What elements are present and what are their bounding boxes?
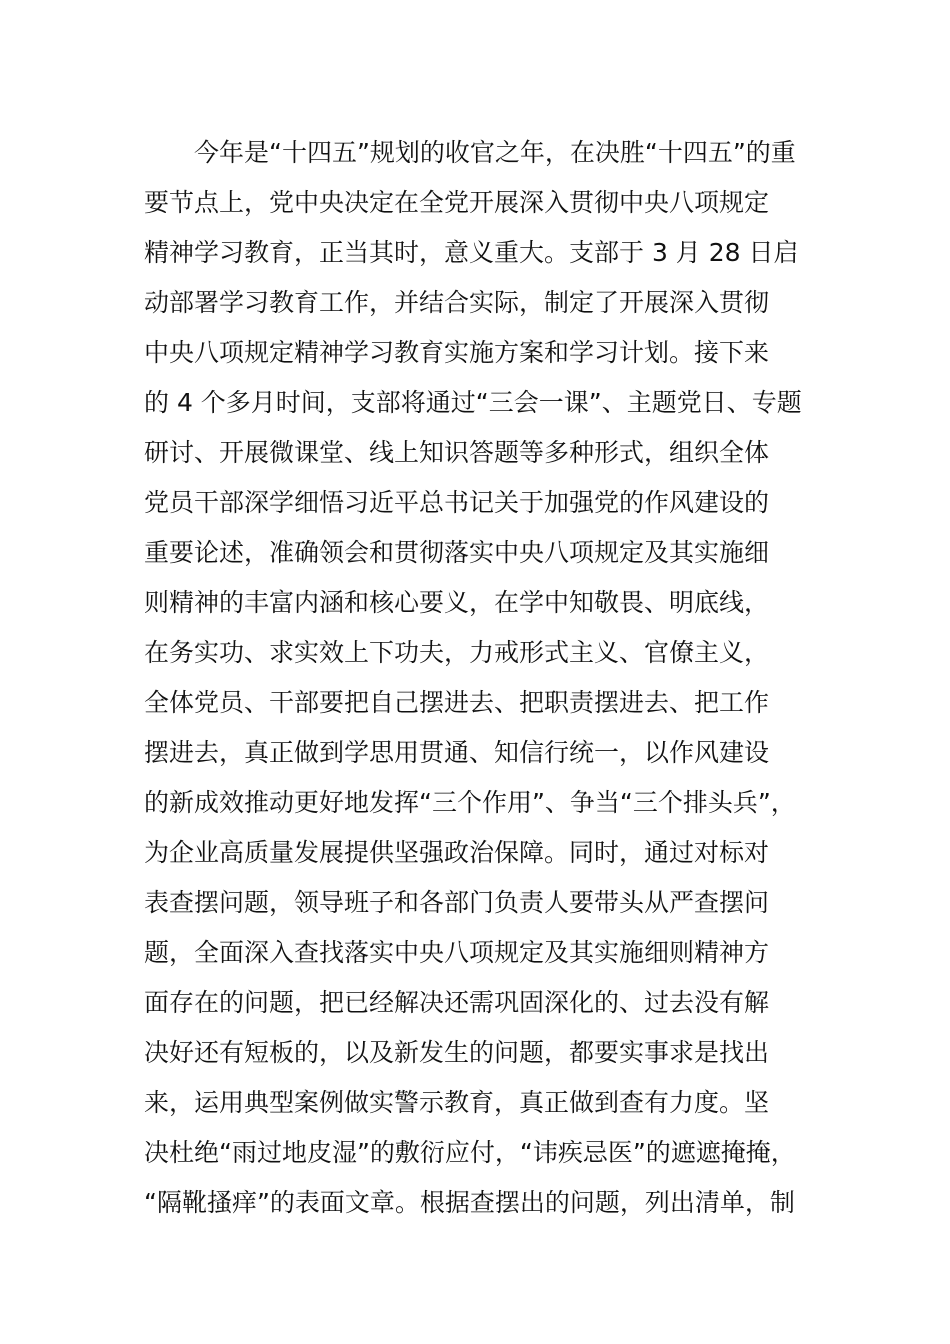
paragraph-line: 中央八项规定精神学习教育实施方案和学习计划。接下来 — [144, 338, 770, 367]
paragraph-line: 则精神的丰富内涵和核心要义，在学中知敬畏、明底线， — [144, 588, 770, 617]
body-paragraph — [144, 128, 824, 1228]
paragraph-line: 为企业高质量发展提供坚强政治保障。同时，通过对标对 — [144, 838, 770, 867]
paragraph-line: 今年是“十四五”规划的收官之年，在决胜“十四五”的重 — [194, 138, 796, 167]
paragraph-line: 在务实功、求实效上下功夫，力戒形式主义、官僚主义， — [144, 638, 770, 667]
paragraph-line: 全体党员、干部要把自己摆进去、把职责摆进去、把工作 — [144, 688, 770, 717]
paragraph-line: 决好还有短板的，以及新发生的问题，都要实事求是找出 — [144, 1038, 770, 1067]
paragraph-line: 党员干部深学细悟习近平总书记关于加强党的作风建设的 — [144, 488, 770, 517]
paragraph-line: “隔靴搔痒”的表面文章。根据查摆出的问题，列出清单，制 — [144, 1188, 795, 1217]
paragraph-line: 摆进去，真正做到学思用贯通、知信行统一，以作风建设 — [144, 738, 770, 767]
paragraph-line: 的新成效推动更好地发挥“三个作用”、争当“三个排头兵”， — [144, 788, 796, 817]
paragraph-line: 来，运用典型案例做实警示教育，真正做到查有力度。坚 — [144, 1088, 770, 1117]
paragraph-line: 研讨、开展微课堂、线上知识答题等多种形式，组织全体 — [144, 438, 770, 467]
paragraph-line: 的 4 个多月时间，支部将通过“三会一课”、主题党日、专题 — [144, 388, 802, 417]
paragraph-line: 面存在的问题，把已经解决还需巩固深化的、过去没有解 — [144, 988, 770, 1017]
paragraph-line: 表查摆问题，领导班子和各部门负责人要带头从严查摆问 — [144, 888, 770, 917]
paragraph-line: 重要论述，准确领会和贯彻落实中央八项规定及其实施细 — [144, 538, 770, 567]
paragraph-line: 动部署学习教育工作，并结合实际，制定了开展深入贯彻 — [144, 288, 770, 317]
paragraph-line: 题，全面深入查找落实中央八项规定及其实施细则精神方 — [144, 938, 770, 967]
paragraph-line: 要节点上，党中央决定在全党开展深入贯彻中央八项规定 — [144, 188, 770, 217]
paragraph-line: 精神学习教育，正当其时，意义重大。支部于 3 月 28 日启 — [144, 238, 799, 267]
paragraph-line: 决杜绝“雨过地皮湿”的敷衍应付，“讳疾忌医”的遮遮掩掩， — [144, 1138, 796, 1167]
